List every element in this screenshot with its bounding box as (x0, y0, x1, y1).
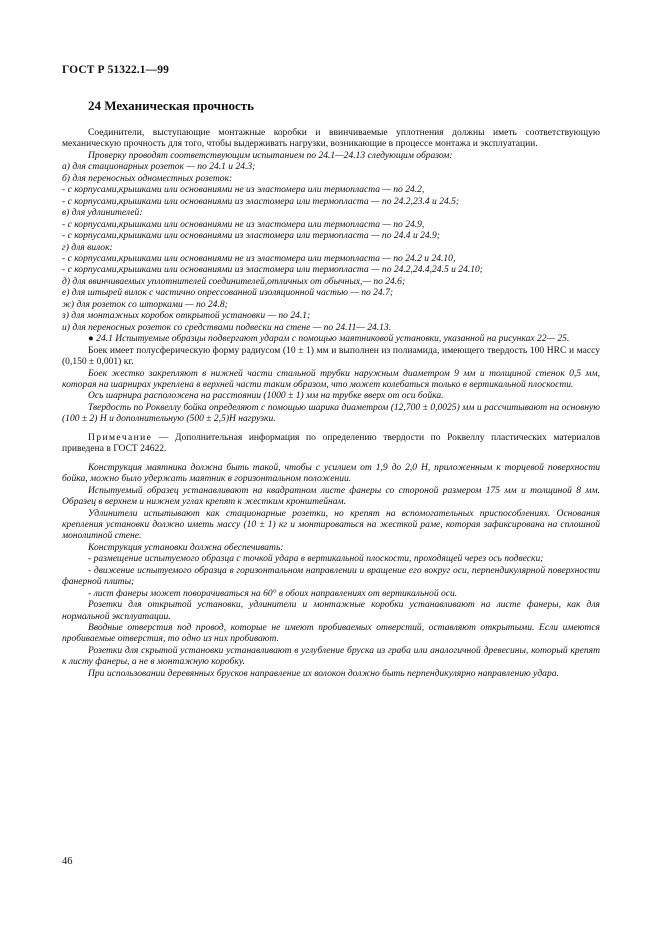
design-item-3: - лист фанеры может поворачиваться на 60° в обоих направлениях от вертикальной оси. (88, 587, 458, 599)
tube-paragraph: Боек жестко закрепляют в нижней части стальной трубки наружным диаметром 9 мм и толщиной стенок 0,5 мм, которая на шарнирах укреплена в верхней части таким образом, что может колебаться только в вертикальной плоскости. (62, 367, 600, 390)
section-title: 24 Механическая прочность (88, 98, 255, 113)
flush-mount-paragraph: Розетки для скрытой установки устанавливают в углубление бруска из граба или аналогичной древесины, который крепят к листу фанеры, а не в монтажную коробку. (62, 644, 600, 668)
list-item-a: а) для стационарных розеток — по 24.1 и 24.3; (62, 161, 256, 173)
hardness-paragraph: Твердость по Роквеллу бойка определяют с помощью шарика диаметром (12,700 ± 0,0025) мм и рассчитывают на основную (100 ± 2) Н и дополнительную (500 ± 2,5)Н нагрузки. (62, 401, 600, 425)
note-paragraph (62, 432, 600, 455)
list-item-v2: - с корпусами,крышками или основаниями из эластомера или термопласта — по 24.4 и 24.9; (62, 230, 440, 242)
clause-24-1 (62, 333, 600, 344)
plywood-paragraph: Испытуемый образец устанавливают на квадратном листе фанеры со стороной размером 175 мм и толщиной 8 мм. Образец в верхнем и нижнем углах крепят к жестким кронштейнам. (62, 484, 600, 508)
note-text: — Дополнительная информация по определению твердости по Роквеллу пластических материалов приведена в ГОСТ 24622. (62, 431, 600, 455)
list-item-g2: - с корпусами,крышками или основаниями из эластомера или термопласта — по 24.2,24.4,24.5 и 24.10; (62, 264, 483, 276)
list-item-g: г) для вилок: (62, 241, 113, 253)
list-item-e: е) для штырей вилок с частично опрессованной изоляционной частью — по 24.7; (62, 287, 394, 299)
check-intro: Проверку проводят соответствующим испытанием по 24.1—24.13 следующим образом: (88, 149, 453, 161)
striker-paragraph: Боек имеет полусферическую форму радиусом (10 ± 1) мм и выполнен из полиамида, имеющего твердость 100 HRC и массу (0,150 ± 0,001) кг. (62, 344, 600, 368)
section-body (62, 127, 600, 679)
list-item-v1: - с корпусами,крышками или основаниями не из эластомера или термопласта — по 24.9, (62, 218, 425, 230)
list-item-b2: - с корпусами,крышками или основаниями из эластомера или термопласта — по 24.2,23.4 и 24.5; (62, 195, 460, 207)
grain-paragraph: При использовании деревянных брусков направление их волокон должно быть перпендикулярно направлению удара. (88, 667, 559, 679)
surface-paragraph: Розетки для открытой установки, удлинители и монтажные коробки устанавливают на листе фанеры, как для нормальной эксплуатации. (62, 599, 600, 622)
axis-paragraph: Ось шарнира расположена на расстоянии (1000 ± 1) мм на трубке вверх от оси бойка. (88, 390, 444, 402)
design-item-2: - движение испытуемого образца в горизонтальном направлении и вращение его вокруг оси, перпендикулярной поверхности фанерной плиты; (62, 564, 600, 588)
design-item-1: - размещение испытуемого образца с точкой удара в вертикальной плоскости, проходящей через ось подвески; (88, 553, 544, 565)
extension-paragraph: Удлинители испытывают как стационарные розетки, но крепят на вспомогательных приспособлениях. Основания крепления установки должно иметь массу (10 ± 1) кг и монтироваться на жесткой раме, которая зафиксирована на сплошной монолитной стене. (62, 507, 600, 542)
intro-paragraph: Соединители, выступающие монтажные коробки и ввинчиваемые уплотнения должны иметь соответствующую механическую прочность для того, чтобы выдерживать нагрузки, возникающие в процессе монтажа и эксплуатации. (62, 127, 600, 150)
design-paragraph: Конструкция установки должна обеспечивать: (88, 541, 284, 553)
list-item-v: в) для удлинителей: (62, 207, 143, 219)
list-item-i: и) для переносных розеток со средствами подвески на стене — по 24.11— 24.13. (62, 321, 392, 333)
clause-24-1-text: 24.1 Испытуемые образцы подвергают ударам с помощью маятниковой установки, указанной на рисунках 22— 25. (96, 333, 570, 345)
list-item-b1: - с корпусами,крышками или основаниями не из эластомера или термопласта — по 24.2, (62, 184, 425, 196)
pendulum-paragraph: Конструкция маятника должна быть такой, чтобы с усилием от 1,9 до 2,0 Н, приложенным к торцевой поверхности бойка, можно было удержать маятник в горизонтальном положении. (62, 461, 600, 485)
list-item-g1: - с корпусами,крышками или основаниями не из эластомера или термопласта — по 24.2 и 24.10, (62, 252, 456, 264)
list-item-b: б) для переносных одноместных розеток: (62, 172, 233, 184)
bullet-marker: ● (88, 333, 94, 345)
list-item-z: з) для монтажных коробок открытой установки — по 24.1; (62, 310, 311, 322)
list-item-d: д) для ввинчиваемых уплотнителей соединителей,отличных от обычных,— по 24.6; (62, 275, 406, 287)
note-label: Примечание (88, 431, 153, 443)
page-number: 46 (62, 856, 73, 867)
inlets-paragraph: Вводные отверстия под провод, которые не имеют пробиваемых отверстий, оставляют открытыми. Если имеются пробиваемые отверстия, то одно из них пробивают. (62, 622, 600, 645)
list-item-zh: ж) для розеток со шторками — по 24.8; (62, 298, 228, 310)
document-header: ГОСТ Р 51322.1—99 (62, 64, 169, 76)
